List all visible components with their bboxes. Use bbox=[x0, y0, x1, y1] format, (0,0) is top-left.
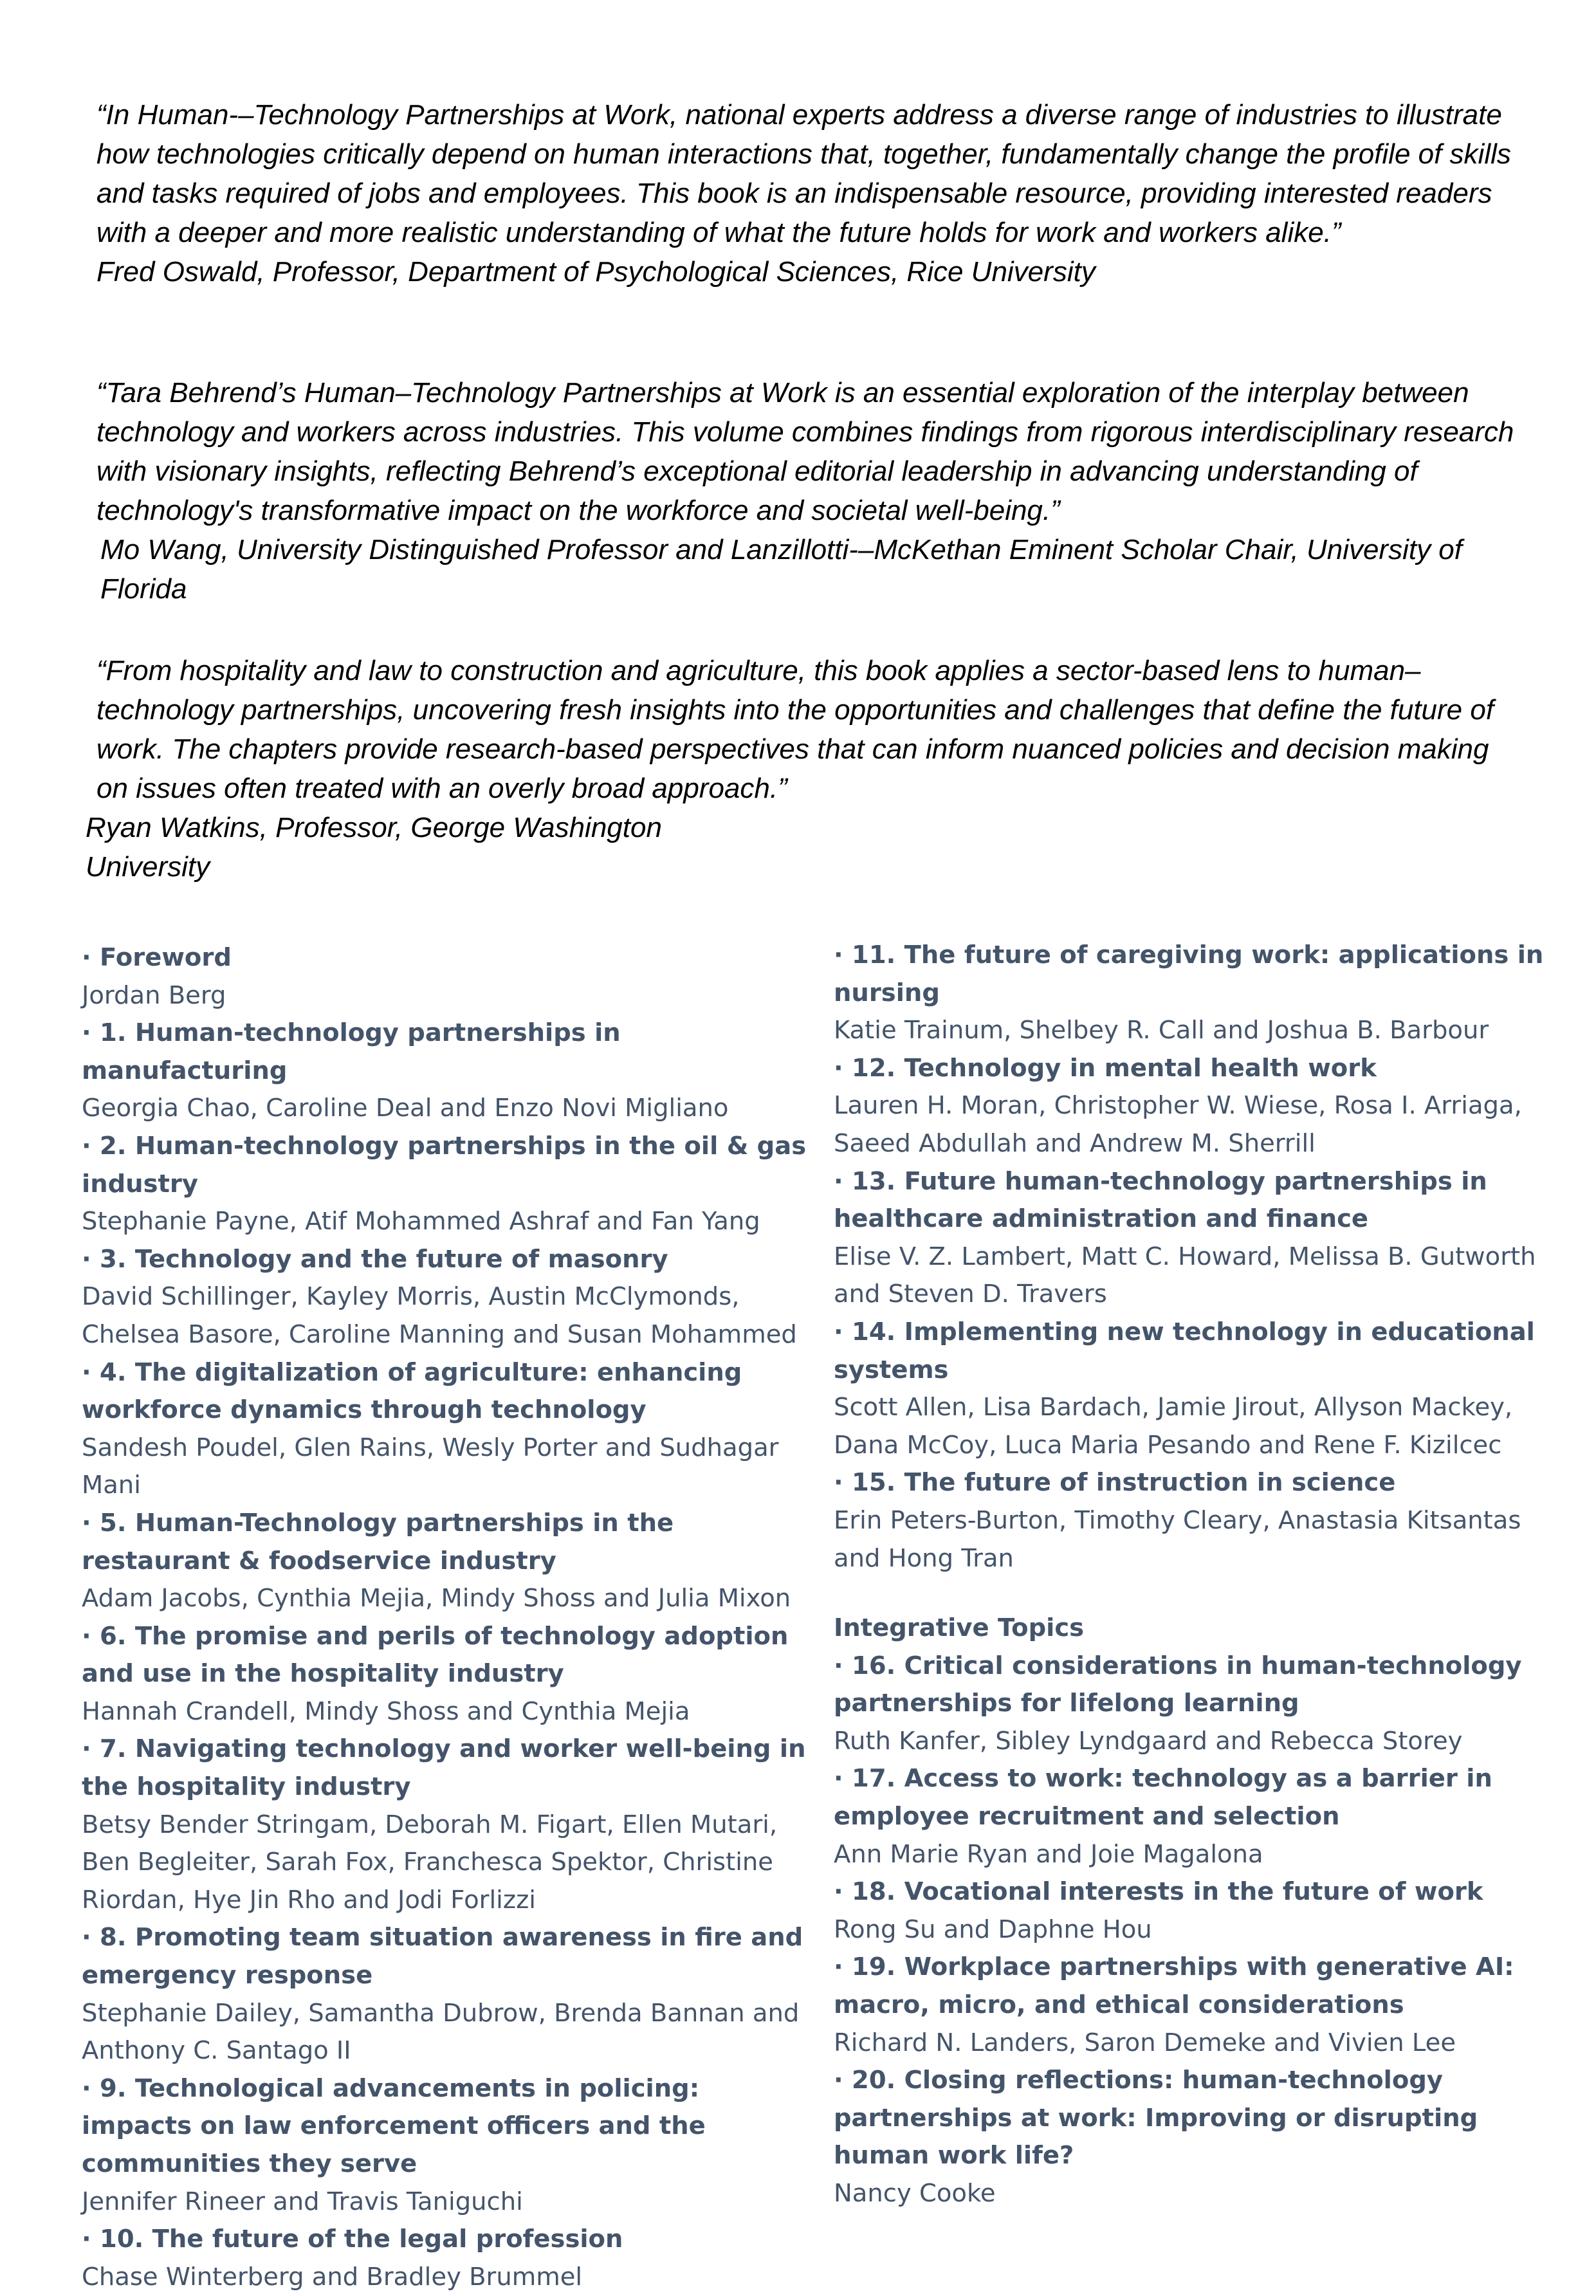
toc-entry-15 bbox=[834, 1464, 1548, 1577]
chapter-title: · 12. Technology in mental health work bbox=[834, 1053, 1377, 1083]
chapter-authors: Elise V. Z. Lambert, Matt C. Howard, Melissa B. Gutworth and Steven D. Travers bbox=[834, 1242, 1536, 1309]
quote-text: “From hospitality and law to construction and agriculture, this book applies a sector-based lens to human–technology partnerships, uncovering fresh insights into the opportunities and challenges that define the future of work. The chapters provide research-based perspectives that can inform nuanced policies and decision making on issues often treated with an overly broad approach.” bbox=[96, 655, 1494, 804]
toc-entry-2 bbox=[82, 1128, 809, 1241]
chapter-title: · 19. Workplace partnerships with generative AI: macro, micro, and ethical considerations bbox=[834, 1952, 1514, 2020]
chapter-authors: Scott Allen, Lisa Bardach, Jamie Jirout, Allyson Mackey, Dana McCoy, Luca Maria Pesando and Rene F. Kizilcec bbox=[834, 1393, 1513, 1460]
chapter-authors: Stephanie Payne, Atif Mohammed Ashraf and Fan Yang bbox=[82, 1207, 760, 1236]
chapter-title: · 11. The future of caregiving work: applications in nursing bbox=[834, 941, 1544, 1007]
chapter-title: · 3. Technology and the future of masonry bbox=[82, 1244, 668, 1274]
toc-entry-foreword bbox=[82, 939, 809, 1015]
chapter-authors: Adam Jacobs, Cynthia Mejia, Mindy Shoss and Julia Mixon bbox=[82, 1584, 791, 1613]
toc-entry-16 bbox=[834, 1648, 1548, 1761]
toc-entry-3 bbox=[82, 1241, 809, 1354]
chapter-title: · Foreword bbox=[82, 943, 232, 972]
chapter-authors: Rong Su and Daphne Hou bbox=[834, 1915, 1152, 1944]
chapter-title: · 17. Access to work: technology as a barrier in employee recruitment and selection bbox=[834, 1764, 1492, 1832]
chapter-title: · 8. Promoting team situation awareness in fire and emergency response bbox=[82, 1923, 803, 1990]
toc-entry-8 bbox=[82, 1919, 809, 2070]
chapter-authors: Betsy Bender Stringam, Deborah M. Figart, Ellen Mutari, Ben Begleiter, Sarah Fox, Franchesca Spektor, Christine Riordan, Hye Jin Rho and Jodi Forlizzi bbox=[82, 1810, 778, 1915]
toc-entry-1 bbox=[82, 1015, 809, 1128]
chapter-title: · 4. The digitalization of agriculture: enhancing workforce dynamics through technology bbox=[82, 1357, 742, 1425]
chapter-authors: David Schillinger, Kayley Morris, Austin McClymonds, Chelsea Basore, Caroline Manning and Susan Mohammed bbox=[82, 1282, 797, 1349]
chapter-authors: Ruth Kanfer, Sibley Lyndgaard and Rebecca Storey bbox=[834, 1726, 1463, 1756]
chapter-title: · 18. Vocational interests in the future of work bbox=[834, 1877, 1483, 1907]
chapter-authors: Jordan Berg bbox=[82, 980, 226, 1010]
chapter-title: · 20. Closing reflections: human-technology partnerships at work: Improving or disrupting human work life? bbox=[834, 2066, 1478, 2171]
chapter-title: · 5. Human-Technology partnerships in the restaurant & foodservice industry bbox=[82, 1508, 674, 1575]
chapter-authors: Lauren H. Moran, Christopher W. Wiese, Rosa I. Arriaga, Saeed Abdullah and Andrew M. Sherrill bbox=[834, 1091, 1522, 1158]
toc-entry-12 bbox=[834, 1050, 1548, 1163]
quote-attribution: Ryan Watkins, Professor, George Washington University bbox=[86, 812, 662, 883]
quote-text: “Tara Behrend’s Human–Technology Partnerships at Work is an essential exploration of the interplay between technology and workers across industries. This volume combines findings from rigorous interdisciplinary research with visionary insights, reflecting Behrend’s exceptional editorial leadership in advancing understanding of technology's transformative impact on the workforce and societal well-being.” bbox=[96, 377, 1514, 526]
chapter-authors: Chase Winterberg and Bradley Brummel bbox=[82, 2262, 583, 2291]
chapter-authors: Stephanie Dailey, Samantha Dubrow, Brenda Bannan and Anthony C. Santago II bbox=[82, 1998, 800, 2066]
toc-entry-13 bbox=[834, 1163, 1548, 1314]
toc-entry-14 bbox=[834, 1314, 1548, 1464]
toc-entry-4 bbox=[82, 1354, 809, 1505]
chapter-title: · 14. Implementing new technology in educational systems bbox=[834, 1317, 1535, 1384]
chapter-authors: Katie Trainum, Shelbey R. Call and Joshua B. Barbour bbox=[834, 1016, 1489, 1045]
toc-entry-18 bbox=[834, 1873, 1548, 1949]
table-of-contents-left bbox=[82, 939, 809, 2296]
chapter-authors: Nancy Cooke bbox=[834, 2179, 996, 2208]
table-of-contents-right bbox=[834, 937, 1548, 2213]
chapter-title: · 6. The promise and perils of technology adoption and use in the hospitality industry bbox=[82, 1621, 789, 1689]
toc-entry-5 bbox=[82, 1505, 809, 1618]
chapter-title: · 9. Technological advancements in policing: impacts on law enforcement officers and the communities they serve bbox=[82, 2073, 706, 2178]
chapter-authors: Jennifer Rineer and Travis Taniguchi bbox=[82, 2187, 523, 2216]
chapter-authors: Richard N. Landers, Saron Demeke and Vivien Lee bbox=[834, 2028, 1456, 2057]
chapter-authors: Erin Peters-Burton, Timothy Cleary, Anastasia Kitsantas and Hong Tran bbox=[834, 1505, 1521, 1573]
chapter-title: · 1. Human-technology partnerships in manufacturing bbox=[82, 1018, 621, 1085]
chapter-title: · 16. Critical considerations in human-technology partnerships for lifelong learning bbox=[834, 1651, 1522, 1718]
toc-entry-17 bbox=[834, 1760, 1548, 1873]
section-heading-integrative-topics: Integrative Topics bbox=[834, 1613, 1085, 1643]
endorsement-3 bbox=[86, 651, 1525, 886]
chapter-authors: Georgia Chao, Caroline Deal and Enzo Novi Migliano bbox=[82, 1094, 729, 1123]
quote-attribution: Fred Oswald, Professor, Department of Psychological Sciences, Rice University bbox=[96, 256, 1096, 288]
endorsement-2 bbox=[96, 373, 1525, 609]
chapter-authors: Hannah Crandell, Mindy Shoss and Cynthia Mejia bbox=[82, 1696, 690, 1726]
endorsement-1 bbox=[96, 95, 1525, 291]
toc-entry-7 bbox=[82, 1731, 809, 1919]
toc-entry-11 bbox=[834, 937, 1548, 1050]
chapter-title: · 10. The future of the legal profession bbox=[82, 2225, 623, 2254]
toc-entry-20 bbox=[834, 2062, 1548, 2212]
chapter-authors: Sandesh Poudel, Glen Rains, Wesly Porter and Sudhagar Mani bbox=[82, 1433, 779, 1500]
quote-text: “In Human-–Technology Partnerships at Work, national experts address a diverse range of industries to illustrate how technologies critically depend on human interactions that, together, fundamentally change the profile of skills and tasks required of jobs and employees. This book is an indispensable resource, providing interested readers with a deeper and more realistic understanding of what the future holds for work and workers alike.” bbox=[96, 99, 1511, 248]
chapter-authors: Ann Marie Ryan and Joie Magalona bbox=[834, 1839, 1263, 1869]
toc-entry-19 bbox=[834, 1949, 1548, 2062]
quote-attribution: Mo Wang, University Distinguished Professor and Lanzillotti-–McKethan Eminent Scholar Chair, University of Florida bbox=[100, 534, 1463, 605]
chapter-title: · 15. The future of instruction in science bbox=[834, 1468, 1396, 1498]
chapter-title: · 2. Human-technology partnerships in the oil & gas industry bbox=[82, 1131, 807, 1199]
chapter-title: · 7. Navigating technology and worker well-being in the hospitality industry bbox=[82, 1734, 806, 1802]
toc-entry-10 bbox=[82, 2221, 809, 2296]
chapter-title: · 13. Future human-technology partnerships in healthcare administration and finance bbox=[834, 1166, 1487, 1234]
toc-entry-6 bbox=[82, 1618, 809, 1731]
toc-entry-9 bbox=[82, 2070, 809, 2221]
